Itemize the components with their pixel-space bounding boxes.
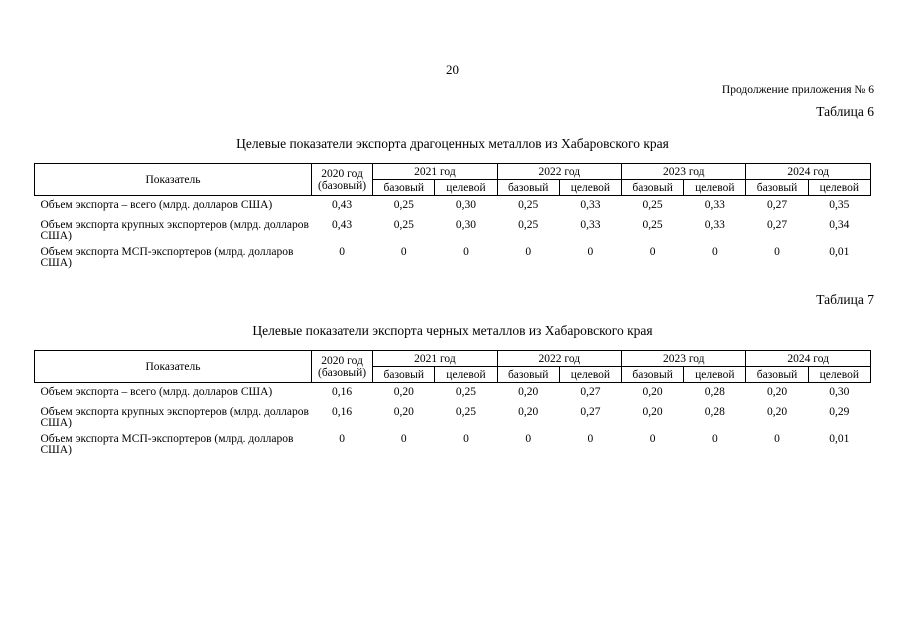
year-header: 2023 год	[622, 164, 746, 180]
table-row	[35, 247, 871, 269]
sub-header-base: базовый	[622, 180, 684, 196]
cell: 0	[774, 246, 780, 258]
year-header: 2022 год	[497, 351, 621, 367]
cell: 0,25	[393, 199, 414, 211]
table-6-title: Целевые показатели экспорта драгоценных металлов из Хабаровского края	[236, 136, 669, 151]
cell: 0,28	[704, 406, 725, 418]
cell: 0,20	[766, 406, 788, 418]
cell: 0	[463, 246, 469, 258]
row-label: Объем экспорта – всего (млрд. долларов США)	[40, 386, 273, 398]
sub-header-base: базовый	[497, 180, 559, 196]
cell: 0,33	[580, 219, 601, 231]
cell: 0,25	[455, 386, 477, 398]
table-7-title: Целевые показатели экспорта черных металлов из Хабаровского края	[252, 323, 653, 338]
row-label: Объем экспорта крупных экспортеров (млрд. долларов США)	[40, 406, 309, 429]
page-number: 20	[446, 62, 459, 77]
sub-header-target: целевой	[435, 367, 497, 383]
year-header: 2021 год	[373, 164, 497, 180]
cell: 0,28	[704, 386, 725, 398]
cell: 0	[525, 246, 532, 258]
cell: 0,20	[518, 386, 539, 398]
sub-header-base: базовый	[373, 367, 435, 383]
cell: 0,30	[455, 219, 477, 231]
cell: 0,30	[829, 386, 850, 398]
cell: 0	[339, 433, 345, 445]
row-label: Объем экспорта крупных экспортеров (млрд. долларов США)	[40, 219, 309, 242]
cell: 0,43	[332, 219, 353, 231]
cell: 0,33	[580, 199, 601, 211]
cell: 0	[711, 433, 718, 445]
cell: 0,27	[766, 199, 788, 211]
table-6	[34, 163, 871, 269]
cell: 0,43	[332, 199, 353, 211]
indicator-header: Показатель	[35, 164, 312, 196]
cell: 0,20	[642, 386, 663, 398]
sub-header-target: целевой	[559, 180, 621, 196]
cell: 0,27	[580, 386, 601, 398]
year-header: 2024 год	[746, 351, 871, 367]
row-label: Объем экспорта МСП-экспортеров (млрд. долларов США)	[40, 433, 294, 456]
base-year-header: 2020 год (базовый)	[311, 164, 372, 196]
table-7-label: Таблица 7	[816, 292, 874, 307]
table-7	[34, 350, 871, 456]
cell: 0,25	[642, 199, 663, 211]
cell: 0	[339, 246, 345, 258]
sub-header-target: целевой	[808, 367, 870, 383]
cell: 0,01	[829, 246, 850, 258]
year-header: 2021 год	[373, 351, 497, 367]
year-header: 2023 год	[622, 351, 746, 367]
cell: 0	[587, 246, 594, 258]
cell: 0,16	[332, 386, 353, 398]
cell: 0	[649, 246, 656, 258]
cell: 0,16	[332, 406, 353, 418]
cell: 0	[649, 433, 656, 445]
cell: 0,29	[829, 406, 850, 418]
table-row	[35, 386, 871, 407]
indicator-header: Показатель	[35, 351, 312, 383]
sub-header-base: базовый	[373, 180, 435, 196]
cell: 0,20	[393, 406, 414, 418]
cell: 0,27	[580, 406, 601, 418]
sub-header-base: базовый	[746, 180, 808, 196]
sub-header-target: целевой	[684, 180, 746, 196]
cell: 0,25	[518, 219, 539, 231]
cell: 0	[525, 433, 532, 445]
table-row	[35, 199, 871, 220]
cell: 0,33	[704, 219, 725, 231]
table-6-label: Таблица 6	[816, 104, 874, 119]
table-row	[35, 407, 871, 434]
cell: 0,01	[829, 433, 850, 445]
sub-header-target: целевой	[808, 180, 870, 196]
cell: 0,25	[393, 219, 414, 231]
cell: 0	[587, 433, 594, 445]
cell: 0,27	[766, 219, 788, 231]
cell: 0	[774, 433, 780, 445]
sub-header-base: базовый	[622, 367, 684, 383]
cell: 0,20	[642, 406, 663, 418]
appendix-note: Продолжение приложения № 6	[721, 84, 874, 96]
year-header: 2022 год	[497, 164, 621, 180]
sub-header-target: целевой	[684, 367, 746, 383]
cell: 0,34	[829, 219, 850, 231]
sub-header-base: базовый	[746, 367, 808, 383]
sub-header-target: целевой	[559, 367, 621, 383]
cell: 0	[463, 433, 469, 445]
cell: 0,20	[393, 386, 414, 398]
row-label: Объем экспорта – всего (млрд. долларов США)	[40, 199, 273, 211]
cell: 0,25	[642, 219, 663, 231]
year-header: 2024 год	[746, 164, 871, 180]
cell: 0,25	[455, 406, 477, 418]
cell: 0,30	[455, 199, 477, 211]
cell: 0,35	[829, 199, 850, 211]
cell: 0	[711, 246, 718, 258]
cell: 0,25	[518, 199, 539, 211]
cell: 0	[400, 433, 407, 445]
sub-header-base: базовый	[497, 367, 559, 383]
cell: 0,20	[518, 406, 539, 418]
cell: 0	[400, 246, 407, 258]
sub-header-target: целевой	[435, 180, 497, 196]
table-row	[35, 220, 871, 247]
cell: 0,33	[704, 199, 725, 211]
table-row	[35, 434, 871, 456]
base-year-header: 2020 год (базовый)	[311, 351, 372, 383]
cell: 0,20	[766, 386, 788, 398]
row-label: Объем экспорта МСП-экспортеров (млрд. долларов США)	[40, 246, 294, 269]
